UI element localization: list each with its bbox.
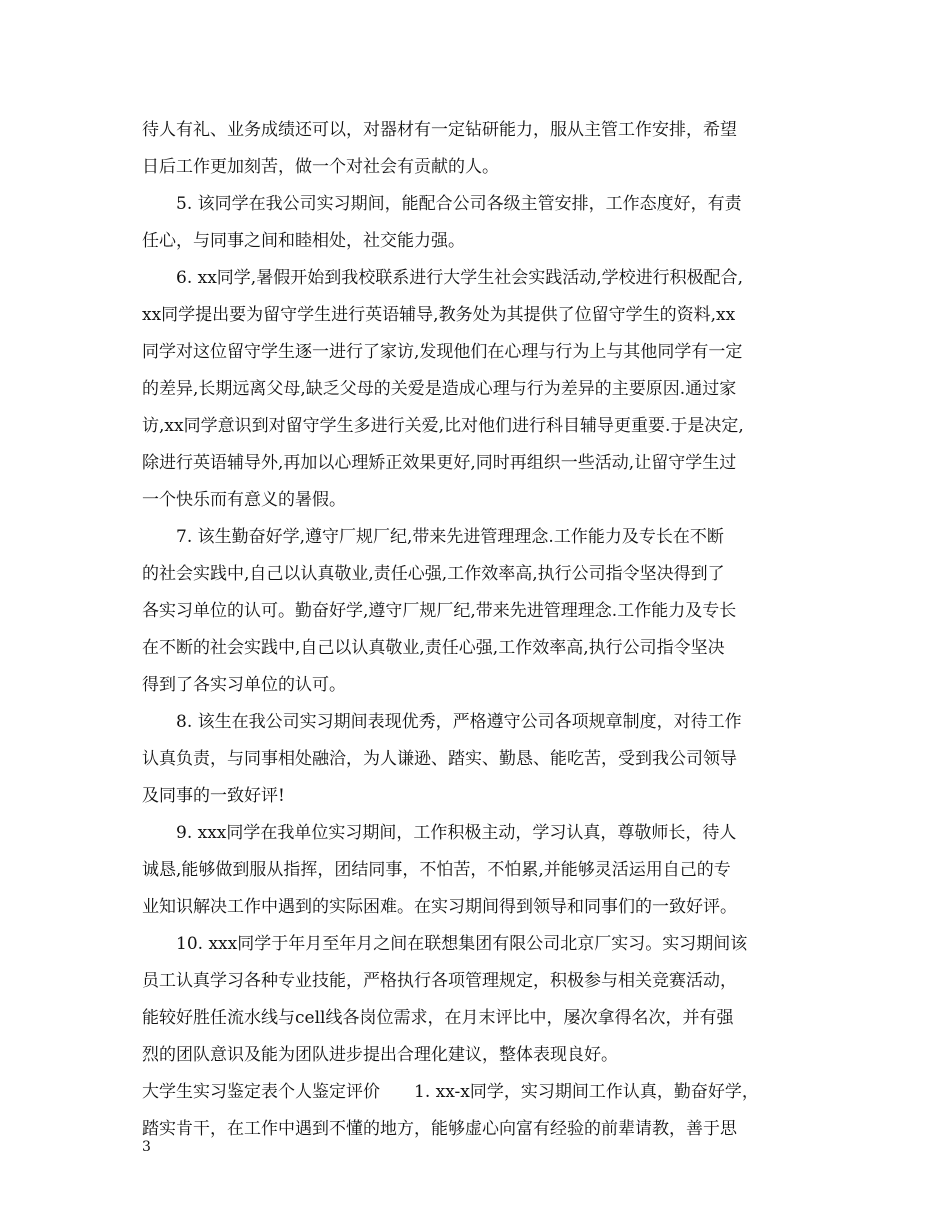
text-line: 业知识解决工作中遇到的实际困难。在实习期间得到领导和同事们的一致好评。 bbox=[142, 897, 737, 917]
text-line: 认真负责，与同事相处融洽，为人谦逊、踏实、勤恳、能吃苦，受到我公司领导 bbox=[142, 749, 737, 769]
text-line: 得到了各实习单位的认可。 bbox=[142, 675, 346, 695]
text-line: 访,xx同学意识到对留守学生多进行关爱,比对他们进行科目辅导更重要.于是决定, bbox=[142, 416, 744, 436]
text-line: 10. xxx同学于年月至年月之间在联想集团有限公司北京厂实习。实习期间该 bbox=[176, 934, 748, 954]
text-line: 日后工作更加刻苦，做一个对社会有贡献的人。 bbox=[142, 157, 499, 177]
text-line: 任心，与同事之间和睦相处，社交能力强。 bbox=[142, 231, 465, 251]
text-line: 除进行英语辅导外,再加以心理矫正效果更好,同时再组织一些活动,让留守学生过 bbox=[142, 453, 737, 473]
text-line: 诚恳,能够做到服从指挥，团结同事，不怕苦，不怕累,并能够灵活运用自己的专 bbox=[142, 860, 731, 880]
text-line: 9. xxx同学在我单位实习期间，工作积极主动，学习认真，尊敬师长，待人 bbox=[176, 823, 737, 843]
text-line: 8. 该生在我公司实习期间表现优秀，严格遵守公司各项规章制度，对待工作 bbox=[176, 712, 742, 732]
text-line: 大学生实习鉴定表个人鉴定评价 1. xx-x同学，实习期间工作认真，勤奋好学， bbox=[142, 1082, 759, 1102]
page-number: 3 bbox=[142, 1139, 151, 1155]
text-line: 踏实肯干，在工作中遇到不懂的地方，能够虚心向富有经验的前辈请教，善于思 bbox=[142, 1119, 737, 1139]
text-line: 一个快乐而有意义的暑假。 bbox=[142, 490, 346, 510]
text-line: 5. 该同学在我公司实习期间，能配合公司各级主管安排，工作态度好，有责 bbox=[176, 194, 742, 214]
text-line: 及同事的一致好评! bbox=[142, 786, 285, 806]
text-line: 7. 该生勤奋好学,遵守厂规厂纪,带来先进管理理念.工作能力及专长在不断 bbox=[176, 527, 724, 547]
text-line: 各实习单位的认可。勤奋好学,遵守厂规厂纪,带来先进管理理念.工作能力及专长 bbox=[142, 601, 737, 621]
body-text bbox=[142, 112, 832, 1148]
text-line: 烈的团队意识及能为团队进步提出合理化建议，整体表现良好。 bbox=[142, 1045, 618, 1065]
text-line: 待人有礼、业务成绩还可以，对器材有一定钻研能力，服从主管工作安排，希望 bbox=[142, 120, 737, 140]
text-line: 同学对这位留守学生逐一进行了家访,发现他们在心理与行为上与其他同学有一定 bbox=[142, 342, 743, 362]
text-line: 6. xx同学,暑假开始到我校联系进行大学生社会实践活动,学校进行积极配合, bbox=[176, 268, 744, 288]
text-line: 在不断的社会实践中,自己以认真敬业,责任心强,工作效率高,执行公司指令坚决 bbox=[142, 638, 725, 658]
text-line: 员工认真学习各种专业技能，严格执行各项管理规定，积极参与相关竞赛活动， bbox=[142, 971, 737, 991]
text-line: 能较好胜任流水线与cell线各岗位需求，在月末评比中，屡次拿得名次，并有强 bbox=[142, 1008, 734, 1028]
text-line: 的社会实践中,自己以认真敬业,责任心强,工作效率高,执行公司指令坚决得到了 bbox=[142, 564, 725, 584]
text-line: xx同学提出要为留守学生进行英语辅导,教务处为其提供了位留守学生的资料,xx bbox=[142, 305, 736, 325]
text-line: 的差异,长期远离父母,缺乏父母的关爱是造成心理与行为差异的主要原因.通过家 bbox=[142, 379, 737, 399]
